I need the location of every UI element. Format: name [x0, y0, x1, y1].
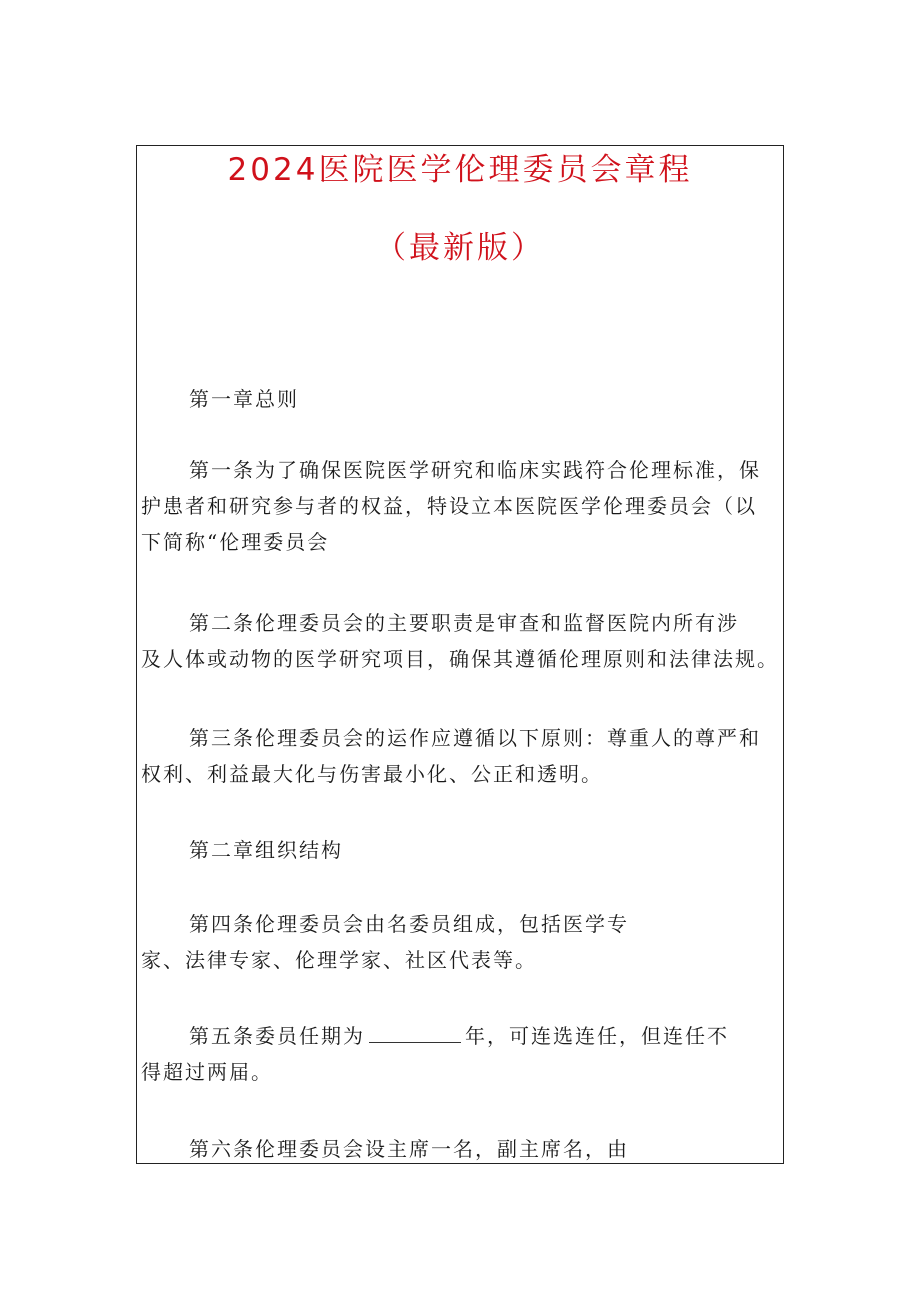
article-1-line-1: 第一条为了确保医院医学研究和临床实践符合伦理标准，保 [189, 458, 761, 482]
article-5-line-1-before: 第五条委员任期为 [189, 1024, 365, 1048]
article-2 [141, 605, 781, 677]
document-frame [136, 145, 784, 1164]
article-3-line-1: 第三条伦理委员会的运作应遵循以下原则：尊重人的尊严和 [189, 726, 761, 750]
article-6-line-1: 第六条伦理委员会设主席一名，副主席名，由 [189, 1137, 629, 1161]
article-3 [141, 720, 781, 792]
article-1 [141, 452, 781, 560]
document-title: 2024医院医学伦理委员会章程 [227, 152, 693, 188]
chapter-1-heading-text: 第一章总则 [189, 387, 299, 411]
article-1-line-3: 下简称“伦理委员会 [141, 530, 330, 554]
article-6 [141, 1131, 781, 1164]
article-4-line-2: 家、法律专家、伦理学家、社区代表等。 [141, 948, 537, 972]
article-3-line-2: 权利、利益最大化与伤害最小化、公正和透明。 [141, 762, 603, 786]
article-5-line-1-after: 年，可连选连任，但连任不 [465, 1024, 729, 1048]
document-subtitle: （最新版） [375, 230, 545, 266]
article-2-line-2: 及人体或动物的医学研究项目，确保其遵循伦理原则和法律法规。 [141, 647, 779, 671]
chapter-2-heading [141, 832, 781, 868]
article-2-line-1: 第二条伦理委员会的主要职责是审查和监督医院内所有涉 [189, 611, 739, 635]
chapter-2-heading-text: 第二章组织结构 [189, 838, 343, 862]
chapter-1-heading [141, 381, 781, 417]
article-5-line-2: 得超过两届。 [141, 1060, 273, 1084]
term-blank-line [369, 1024, 461, 1043]
article-1-line-2: 护患者和研究参与者的权益，特设立本医院医学伦理委员会（以 [141, 494, 757, 518]
article-4-line-1: 第四条伦理委员会由名委员组成，包括医学专 [189, 912, 629, 936]
article-4 [141, 906, 781, 978]
article-5 [141, 1018, 781, 1090]
